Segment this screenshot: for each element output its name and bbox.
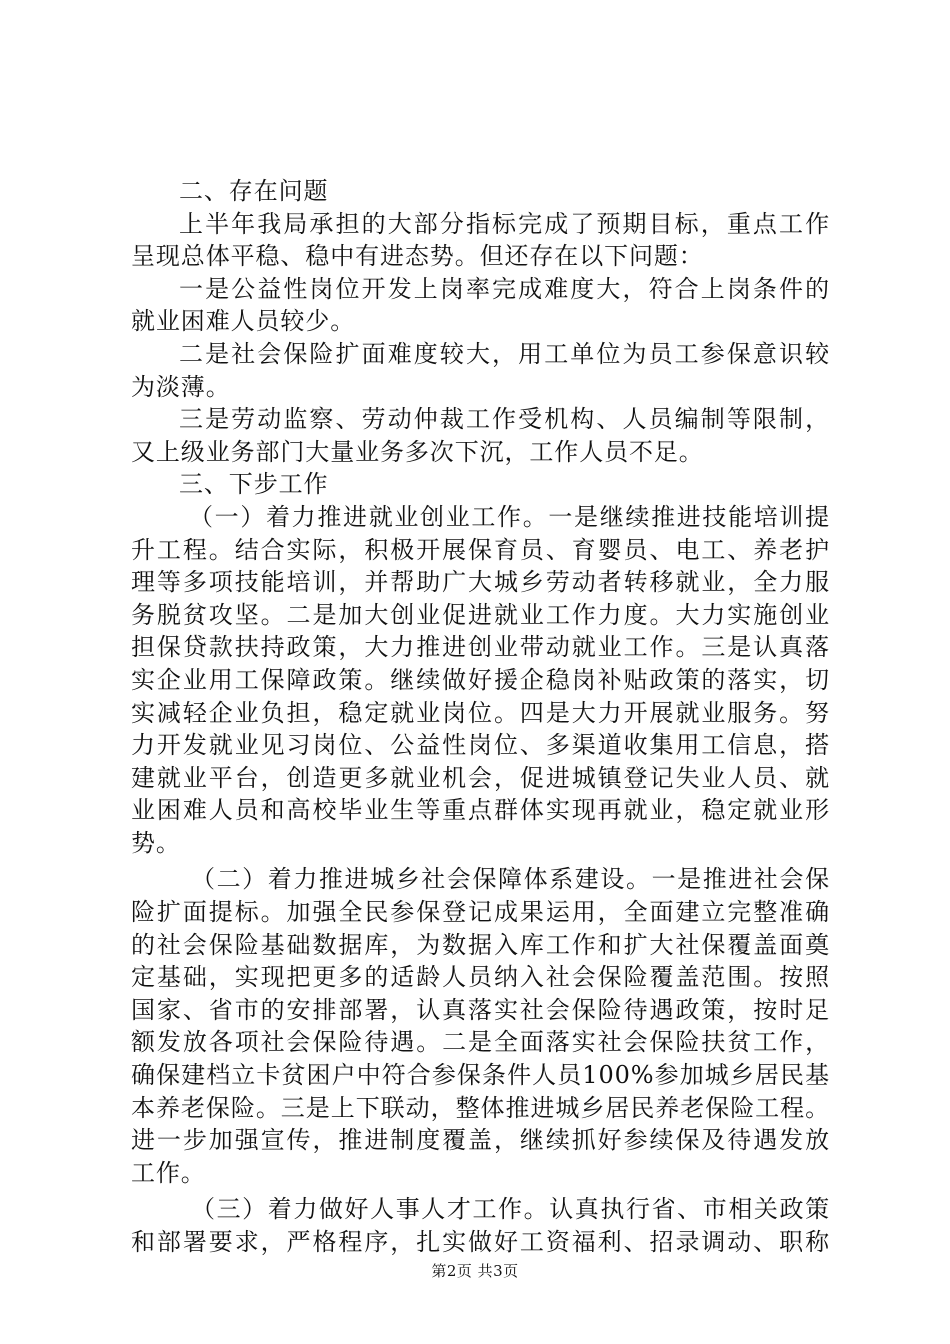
- text-line: 为淡薄。: [131, 372, 231, 401]
- text-line: 和部署要求，严格程序，扎实做好工资福利、招录调动、职称: [131, 1228, 830, 1256]
- text-line: 实企业用工保障政策。继续做好援企稳岗补贴政策的落实，切: [131, 665, 830, 694]
- text-line: 额发放各项社会保险待遇。二是全面落实社会保险扶贫工作，: [131, 1028, 830, 1057]
- text-line: 上半年我局承担的大部分指标完成了预期目标，重点工作: [179, 209, 830, 238]
- text-line: 升工程。结合实际，积极开展保育员、育婴员、电工、养老护: [131, 535, 830, 564]
- text-line: 又上级业务部门大量业务多次下沉，工作人员不足。: [131, 437, 704, 466]
- text-line: 就业困难人员较少。: [131, 307, 356, 336]
- document-body: [131, 175, 830, 1259]
- text-line: 二是社会保险扩面难度较大，用工单位为员工参保意识较: [179, 339, 830, 368]
- text-line: 险扩面提标。加强全民参保登记成果运用，全面建立完整准确: [131, 898, 830, 927]
- text-line: 定基础，实现把更多的适龄人员纳入社会保险覆盖范围。按照: [131, 963, 830, 992]
- text-line: 本养老保险。三是上下联动，整体推进城乡居民养老保险工程。: [131, 1093, 830, 1122]
- section-heading-next-steps: 三、下步工作: [179, 470, 329, 499]
- page-number-footer: 第2页 共3页: [431, 1262, 519, 1280]
- text-line: 务脱贫攻坚。二是加大创业促进就业工作力度。大力实施创业: [131, 600, 830, 629]
- text-line: 业困难人员和高校毕业生等重点群体实现再就业，稳定就业形: [131, 796, 830, 825]
- text-line: 势。: [131, 828, 181, 857]
- text-line: （一）着力推进就业创业工作。一是继续推进技能培训提: [189, 502, 830, 531]
- text-line: 的社会保险基础数据库，为数据入库工作和扩大社保覆盖面奠: [131, 930, 830, 959]
- text-line: 确保建档立卡贫困户中符合参保条件人员100%参加城乡居民基: [131, 1061, 830, 1090]
- text-line: （三）着力做好人事人才工作。认真执行省、市相关政策: [191, 1195, 830, 1224]
- text-line: 担保贷款扶持政策，大力推进创业带动就业工作。三是认真落: [131, 633, 830, 662]
- section-heading-issues: 二、存在问题: [179, 177, 329, 205]
- text-line: 进一步加强宣传，推进制度覆盖，继续抓好参续保及待遇发放: [131, 1126, 830, 1155]
- text-line: 呈现总体平稳、稳中有进态势。但还存在以下问题：: [131, 242, 704, 271]
- text-line: 实减轻企业负担，稳定就业岗位。四是大力开展就业服务。努: [131, 698, 830, 727]
- text-line: 力开发就业见习岗位、公益性岗位、多渠道收集用工信息，搭: [131, 731, 830, 760]
- text-line: 工作。: [131, 1158, 206, 1187]
- text-line: 三是劳动监察、劳动仲裁工作受机构、人员编制等限制，: [179, 405, 830, 434]
- text-line: 一是公益性岗位开发上岗率完成难度大，符合上岗条件的: [179, 274, 830, 303]
- text-line: 国家、省市的安排部署，认真落实社会保险待遇政策，按时足: [131, 995, 830, 1024]
- text-line: 建就业平台，创造更多就业机会，促进城镇登记失业人员、就: [131, 763, 830, 792]
- text-line: 理等多项技能培训，并帮助广大城乡劳动者转移就业，全力服: [131, 568, 830, 597]
- text-line: （二）着力推进城乡社会保障体系建设。一是推进社会保: [191, 865, 830, 894]
